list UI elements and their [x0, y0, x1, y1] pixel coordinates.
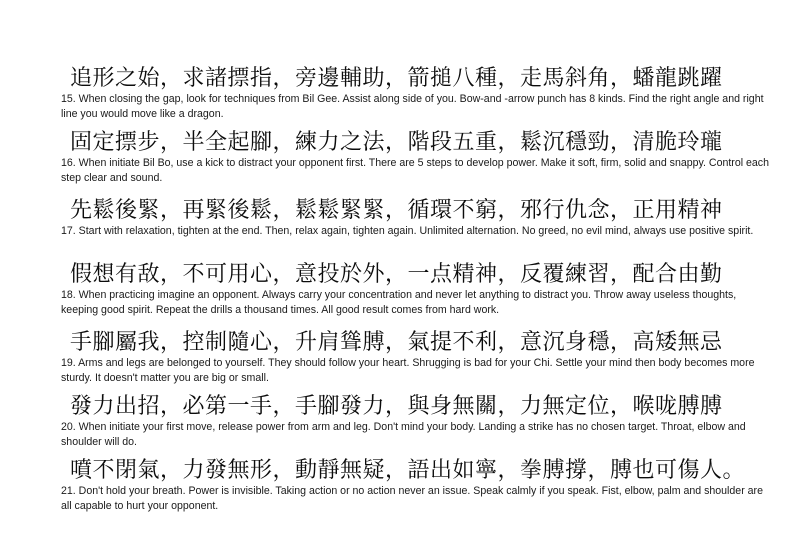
verse-18 [62, 262, 774, 317]
verse-21 [62, 458, 774, 513]
verse-english-translation: 18. When practicing imagine an opponent. Always carry your concentration and never let anything to distract you. Throw away useless thoughts, keeping good spirit. Repeat the drills a thousand times. All good result comes from hard work. [61, 289, 737, 316]
verse-chinese-line: 手腳屬我，控制隨心，升肩聳膊，氣提不利，意沉身穩，高矮無忌 [70, 330, 723, 355]
verse-english-translation: 20. When initiate your first move, release power from arm and leg. Don't mind your body. Landing a strike has no chosen target. Throat, elbow and shoulder will do. [61, 421, 746, 448]
verse-17 [62, 198, 774, 239]
verse-20 [62, 394, 774, 449]
verse-english-translation: 15. When closing the gap, look for techniques from Bil Gee. Assist along side of you. Bow-and -arrow punch has 8 kinds. Find the right angle and right line you would move like a dragon. [61, 93, 764, 120]
verse-chinese-line: 噴不閉氣，力發無形，動靜無疑，語出如寧，拳膊撐，膊也可傷人。 [70, 458, 746, 483]
verse-english-translation: 16. When initiate Bil Bo, use a kick to distract your opponent first. There are 5 steps to develop power. Make it soft, firm, solid and snappy. Control each step clear and sound. [61, 157, 769, 184]
verse-chinese-line: 追形之始，求諸摽指，旁邊輔助，箭搥八種，走馬斜角，蟠龍跳躍 [70, 66, 723, 91]
verse-15 [62, 66, 774, 121]
verse-chinese-line: 先鬆後緊，再緊後鬆，鬆鬆緊緊，循環不窮，邪行仇念，正用精神 [70, 198, 723, 223]
verse-chinese-line: 固定摽步，半全起腳，練力之法，階段五重，鬆沉穩勁，清脆玲瓏 [70, 130, 723, 155]
verse-chinese-line: 假想有敌，不可用心，意投於外，一点精神，反覆練習，配合由勤 [70, 262, 723, 287]
verse-english-translation: 21. Don't hold your breath. Power is invisible. Taking action or no action never an issue. Speak calmly if you speak. Fist, elbow, palm and shoulder are all capable to hurt your opponent. [61, 485, 763, 512]
verse-19 [62, 330, 774, 385]
verse-english-translation: 19. Arms and legs are belonged to yourself. They should follow your heart. Shrugging is bad for your Chi. Settle your mind then body becomes more sturdy. It doesn't matter you are big or small. [61, 357, 755, 384]
verse-16 [62, 130, 774, 185]
verse-english-translation: 17. Start with relaxation, tighten at the end. Then, relax again, tighten again. Unlimited alternation. No greed, no evil mind, always use positive spirit. [61, 225, 754, 237]
verse-chinese-line: 發力出招，必第一手，手腳發力，與身無關，力無定位，喉咙膊膊 [70, 394, 723, 419]
